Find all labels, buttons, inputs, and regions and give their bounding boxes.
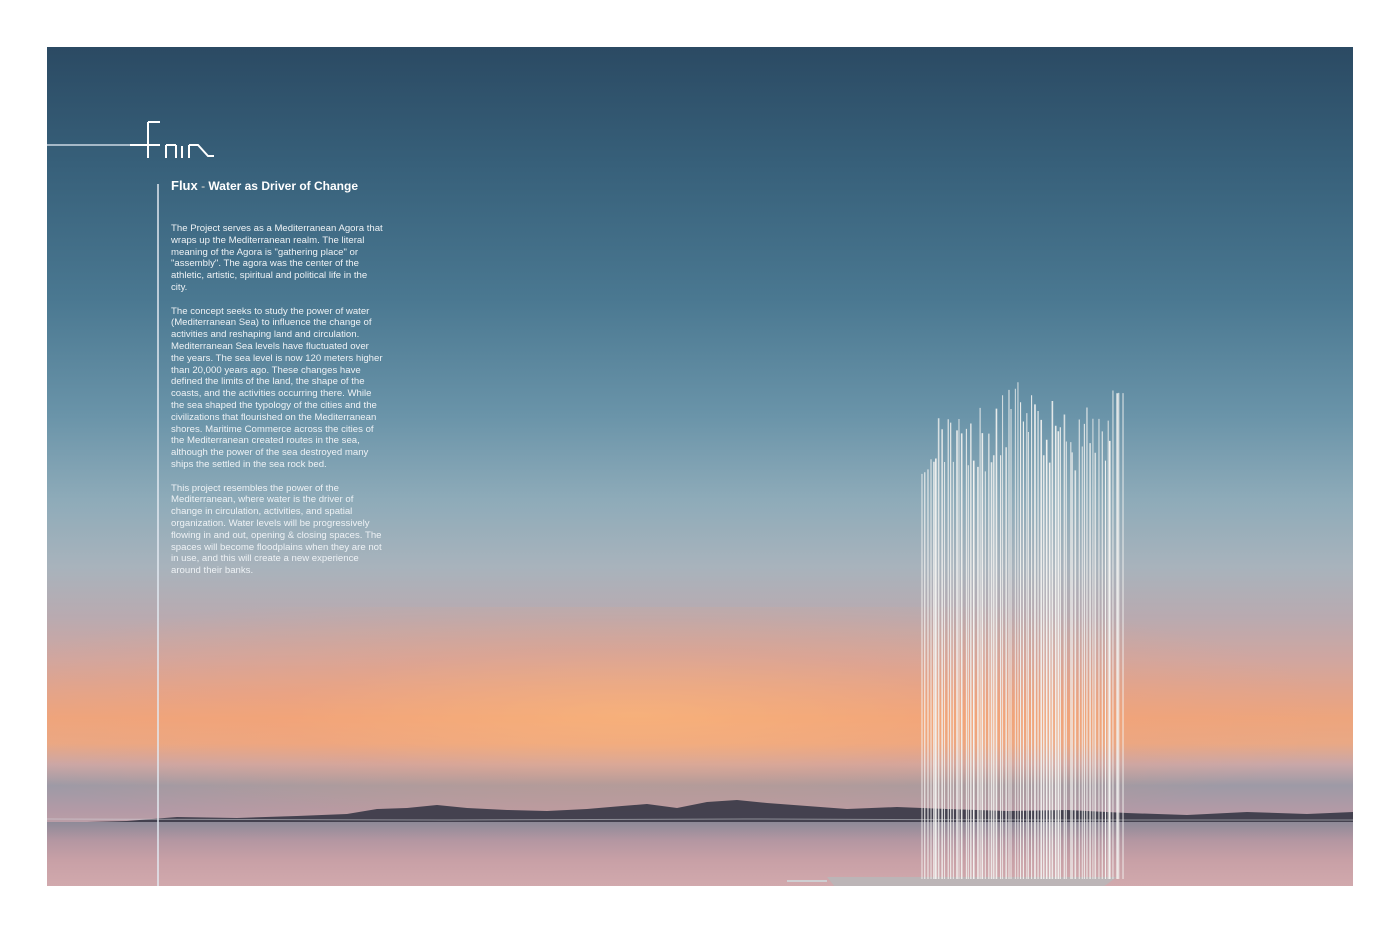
horizontal-guide-line — [47, 144, 135, 146]
project-title — [171, 178, 358, 193]
paragraph-agora: The Project serves as a Mediterranean Agora that wraps up the Mediterranean realm. The literal meaning of the Agora is "gathering place" or "assembly". The agora was the center of the athletic, artistic, spiritual and political life in the city. — [171, 223, 383, 293]
subtitle-text: Water as Driver of Change — [208, 179, 359, 193]
flux-logo-icon — [126, 118, 218, 162]
paragraph-project: This project resembles the power of the Mediterranean, where water is the driver of change in circulation, activities, and spatial organization. Water levels will be progressively flowing in and out, opening & closing spaces. The spaces will become floodplains when they are not in use, and this will create a new experience around their banks. — [171, 482, 382, 577]
sea-surface — [47, 822, 1353, 886]
tower-structure — [787, 347, 1147, 886]
tower-platform — [827, 877, 1117, 886]
title-text: Flux — [171, 178, 198, 193]
vertical-guide-line — [157, 184, 159, 886]
paragraph-concept: The concept seeks to study the power of water (Mediterranean Sea) to influence the change of activities and reshaping land and circulation. Mediterranean Sea levels have fluctuated over the years. The sea level is now 120 meters higher than 20,000 years ago. These changes have defined the limits of the land, the shape of the coasts, and the activities occurring there. While the sea shaped the typology of the cities and the civilizations that flourished on the Mediterranean shores. Maritime Commerce across the cities of the Mediterranean created routes in the sea, although the power of the sea destroyed many ships the settled in the sea rock bed. — [171, 305, 383, 470]
description-text — [171, 223, 383, 589]
title-separator: - — [197, 179, 209, 193]
